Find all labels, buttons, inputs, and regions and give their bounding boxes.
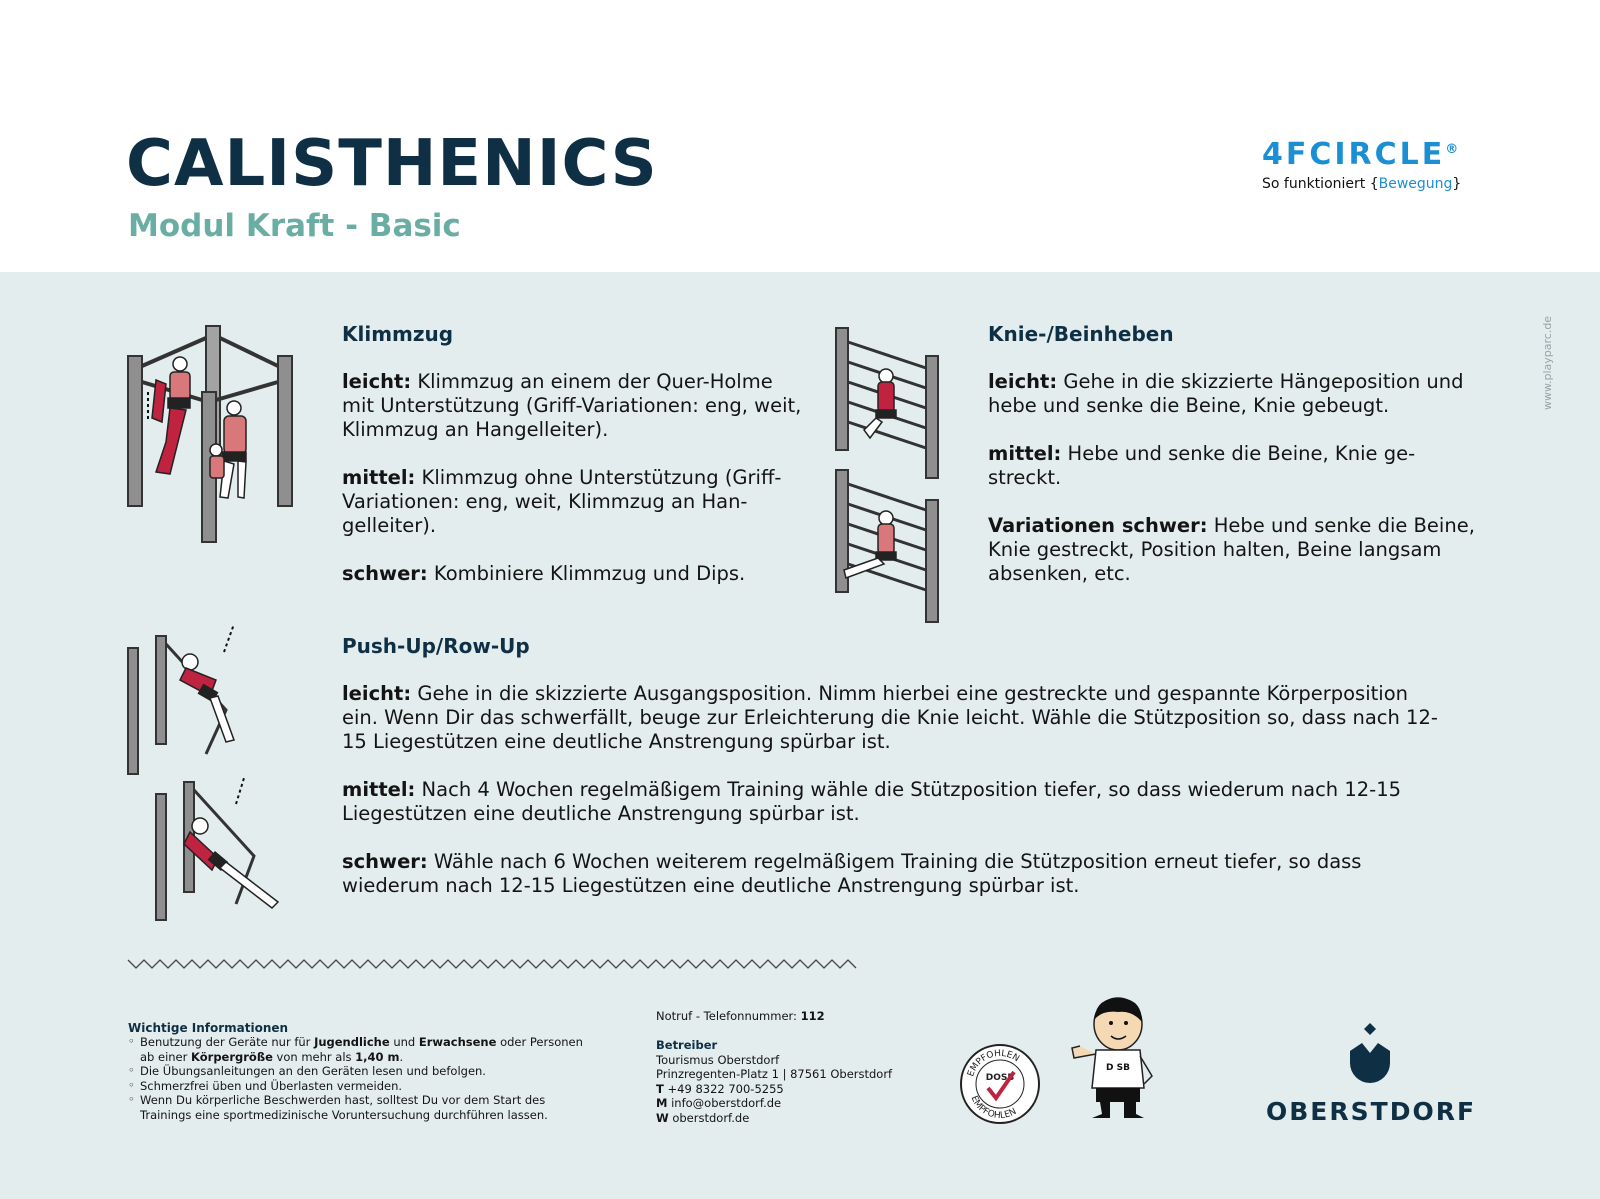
operator-phone: T +49 8322 700-5255 bbox=[656, 1081, 784, 1096]
info-item-age: ◦ Benutzung der Geräte nur für Jugendliche und Erwachsene oder Personen ab einer Körpergröße von mehr als 1,40 m. bbox=[128, 1035, 598, 1064]
exercise-text-klimmzug: leicht: Klimmzug an einem der Quer-Holme mit Unterstützung (Griff-Variationen: eng, weit, Klimmzug an Hangelleiter). mittel: Klimmzug ohne Unterstützung (Griff-Variationen: eng, weit, Klimmzug an Han-gelleiter). schwer: Kombiniere Klimmzug und Dips. bbox=[342, 370, 802, 585]
operator-web: W oberstdorf.de bbox=[656, 1110, 750, 1125]
pullup-station-illustration bbox=[126, 322, 306, 552]
header bbox=[0, 0, 1600, 272]
exercise-title-pushup: Push-Up/Row-Up bbox=[342, 634, 530, 658]
exercise-title-klimmzug: Klimmzug bbox=[342, 322, 454, 346]
operator-label: Betreiber bbox=[656, 1038, 718, 1052]
brand-logo bbox=[1262, 137, 1472, 192]
info-title: Wichtige Informationen bbox=[128, 1021, 289, 1035]
dosb-recommended-seal bbox=[958, 1042, 1042, 1126]
info-list bbox=[128, 1035, 598, 1122]
svg-text:EMPFOHLEN: EMPFOHLEN bbox=[966, 1048, 1021, 1079]
page-title: CALISTHENICS bbox=[126, 127, 658, 201]
svg-text:DOSB: DOSB bbox=[985, 1073, 1015, 1083]
svg-text:D SB: D SB bbox=[1106, 1063, 1130, 1073]
svg-text:EMPFOHLEN: EMPFOHLEN bbox=[968, 1094, 1019, 1122]
oberstdorf-wordmark: OBERSTDORF bbox=[1266, 1097, 1477, 1126]
emergency-number: Notruf - Telefonnummer: 112 bbox=[656, 1009, 825, 1023]
info-item-read: ◦ Die Übungsanleitungen an den Geräten lesen und befolgen. bbox=[128, 1064, 598, 1079]
exercise-text-beinheben: leicht: Gehe in die skizzierte Hängeposition und hebe und senke die Beine, Knie gebeugt. mittel: Hebe und senke die Beine, Knie ge-streckt. Variationen schwer: Hebe und senke die Beine, Knie gestreckt, Position halten, Beine langsam absenken, etc. bbox=[988, 370, 1475, 585]
pushup-illustration bbox=[126, 618, 296, 924]
wall-bars-illustration bbox=[834, 326, 944, 636]
oberstdorf-logo-icon bbox=[1346, 1023, 1394, 1085]
operator-name: Tourismus Oberstdorf bbox=[656, 1052, 780, 1067]
operator-block bbox=[656, 1038, 892, 1125]
zigzag-divider bbox=[128, 958, 858, 970]
brand-name: 4FCIRCLE® bbox=[1262, 137, 1462, 172]
operator-address: Prinzregenten-Platz 1 | 87561 Oberstdorf bbox=[656, 1067, 893, 1081]
info-item-checkup: ◦ Wenn Du körperliche Beschwerden hast, solltest Du vor dem Start des Trainings eine sportmedizinische Voruntersuchung durchführen lassen. bbox=[128, 1093, 598, 1122]
exercise-text-pushup: leicht: Gehe in die skizzierte Ausgangsposition. Nimm hierbei eine gestreckte und gespannte Körperposition ein. Wenn Dir das schwerfällt, beuge zur Erleichterung die Knie leicht. Wähle die Stützposition so, dass nach 12-15 Liegestützen eine deutliche Anstrengung spürbar ist. mittel: Nach 4 Wochen regelmäßigem Training wähle die Stützposition tiefer, so dass wiederum nach 12-15 Liegestützen eine deutliche Anstrengung spürbar ist. schwer: Wähle nach 6 Wochen weiterem regelmäßigem Training die Stützposition erneut tiefer, so dass wiederum nach 12-15 Liegestützen eine deutliche Anstrengung spürbar ist. bbox=[342, 682, 1438, 897]
dosb-mascot bbox=[1066, 996, 1166, 1122]
brand-tagline: So funktioniert {Bewegung} bbox=[1262, 176, 1462, 192]
exercise-title-beinheben: Knie-/Beinheben bbox=[988, 322, 1174, 346]
page-subtitle: Modul Kraft - Basic bbox=[128, 208, 461, 244]
info-item-painfree: ◦ Schmerzfrei üben und Überlasten vermeiden. bbox=[128, 1079, 598, 1094]
operator-mail: M info@oberstdorf.de bbox=[656, 1096, 782, 1110]
side-url: www.playparc.de bbox=[1541, 315, 1554, 410]
